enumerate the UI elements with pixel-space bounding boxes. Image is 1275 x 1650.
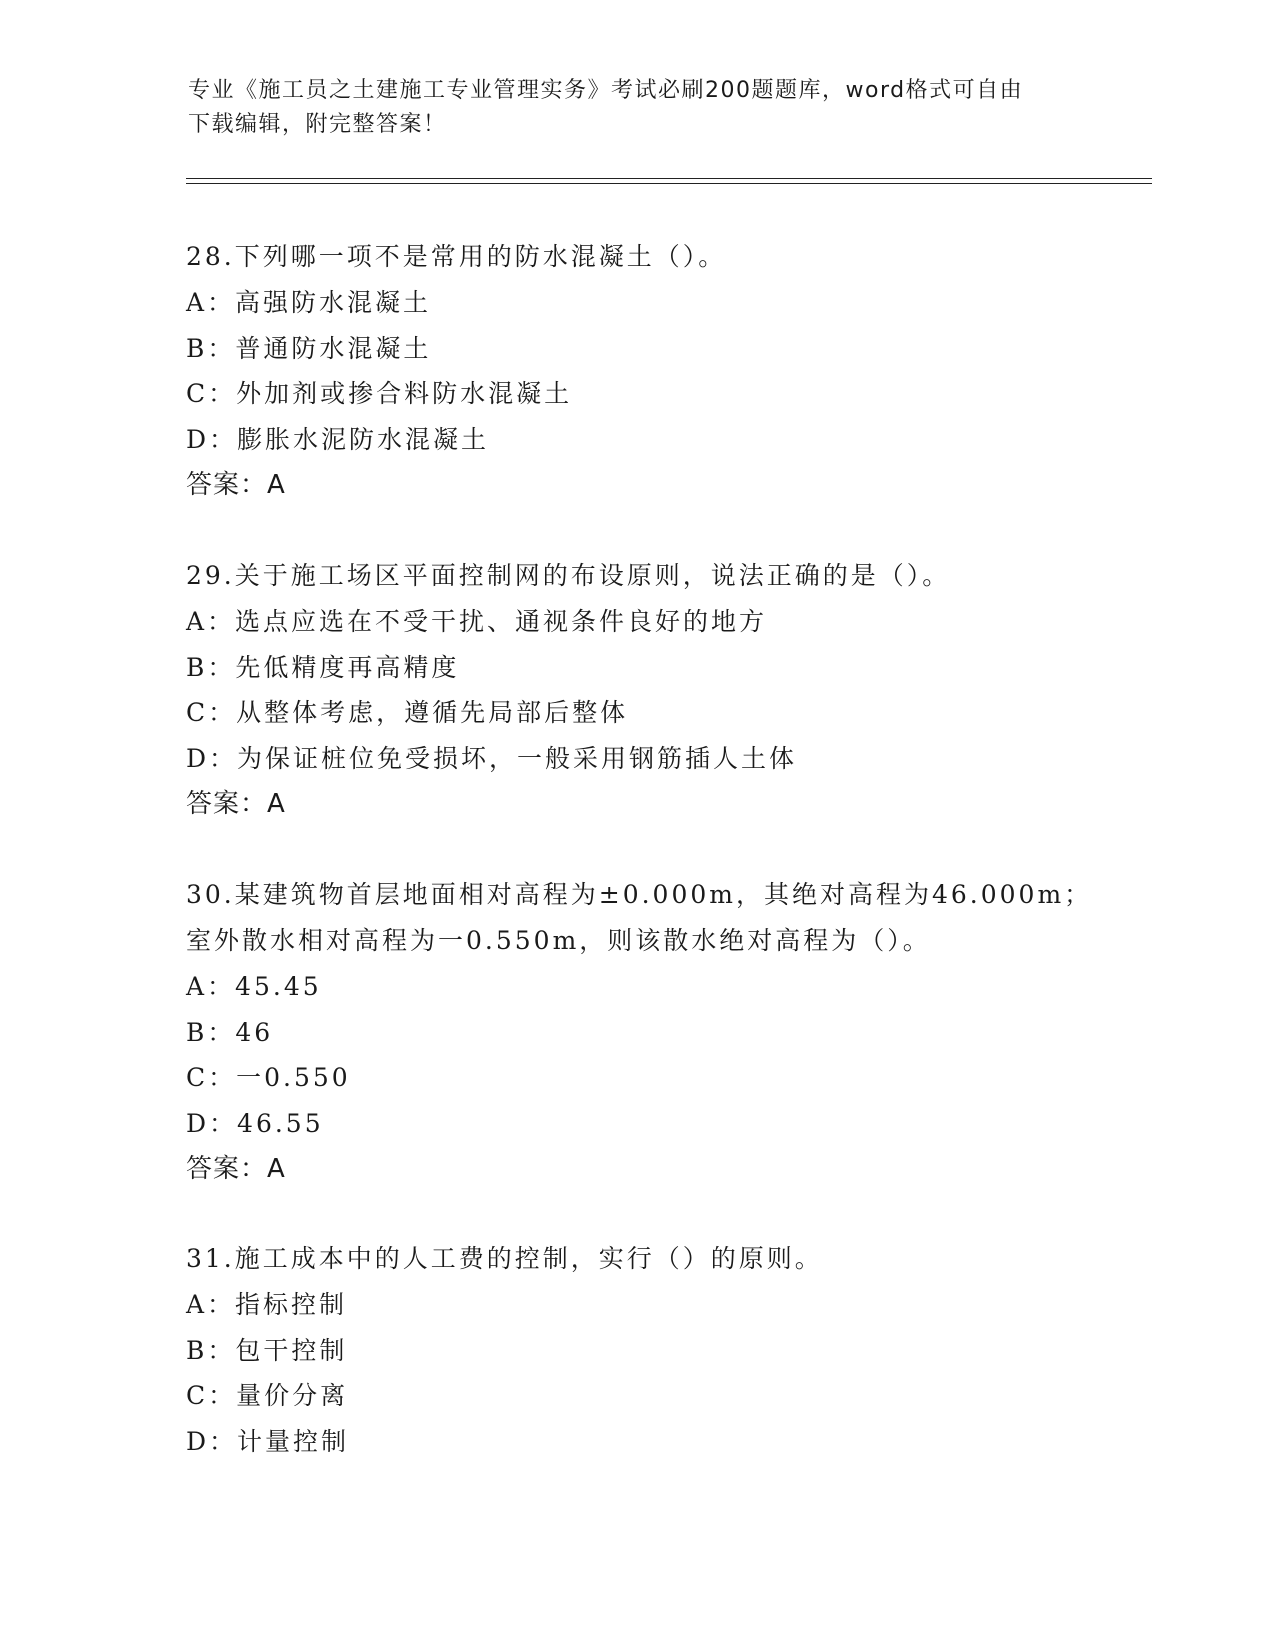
header-divider-bottom bbox=[186, 183, 1152, 184]
option-b: B：46 bbox=[186, 1017, 274, 1047]
option-c: C：一0.550 bbox=[186, 1063, 351, 1092]
option-d: D：46.55 bbox=[186, 1108, 324, 1138]
option-c: C：量价分离 bbox=[186, 1381, 349, 1410]
question-stem: 29.关于施工场区平面控制网的布设原则，说法正确的是（）。 bbox=[186, 561, 951, 590]
option-b: B：普通防水混凝土 bbox=[186, 333, 432, 363]
option-d: D：为保证桩位免受损坏，一般采用钢筋插人土体 bbox=[186, 743, 798, 773]
option-a: A：指标控制 bbox=[186, 1290, 348, 1319]
document-header bbox=[188, 74, 1088, 142]
question-stem: 31.施工成本中的人工费的控制，实行（）的原则。 bbox=[186, 1244, 823, 1273]
header-line-1: 专业《施工员之土建施工专业管理实务》考试必刷200题题库，word格式可自由 bbox=[188, 78, 1024, 103]
question-stem: 30.某建筑物首层地面相对高程为±0.000m，其绝对高程为46.000m； bbox=[186, 880, 1093, 909]
answer: 答案：A bbox=[186, 789, 286, 819]
answer: 答案：A bbox=[186, 1154, 286, 1184]
option-a: A：45.45 bbox=[186, 972, 322, 1001]
question-30 bbox=[186, 872, 1116, 1192]
header-line-2: 下载编辑，附完整答案！ bbox=[188, 112, 447, 137]
option-d: D：计量控制 bbox=[186, 1426, 350, 1456]
option-a: A：选点应选在不受干扰、通视条件良好的地方 bbox=[186, 607, 768, 636]
option-d: D：膨胀水泥防水混凝土 bbox=[186, 424, 490, 454]
question-stem-continued: 室外散水相对高程为一0.550m，则该散水绝对高程为（）。 bbox=[186, 926, 931, 955]
question-29 bbox=[186, 553, 1116, 827]
option-a: A：高强防水混凝土 bbox=[186, 288, 432, 317]
question-stem: 28.下列哪一项不是常用的防水混凝土（）。 bbox=[186, 242, 727, 271]
question-28 bbox=[186, 234, 1116, 508]
option-c: C：外加剂或掺合料防水混凝土 bbox=[186, 379, 573, 408]
answer: 答案：A bbox=[186, 470, 286, 500]
option-c: C：从整体考虑，遵循先局部后整体 bbox=[186, 698, 629, 727]
header-divider-top bbox=[186, 178, 1152, 179]
option-b: B：包干控制 bbox=[186, 1335, 348, 1365]
question-31 bbox=[186, 1236, 1116, 1464]
option-b: B：先低精度再高精度 bbox=[186, 652, 460, 682]
